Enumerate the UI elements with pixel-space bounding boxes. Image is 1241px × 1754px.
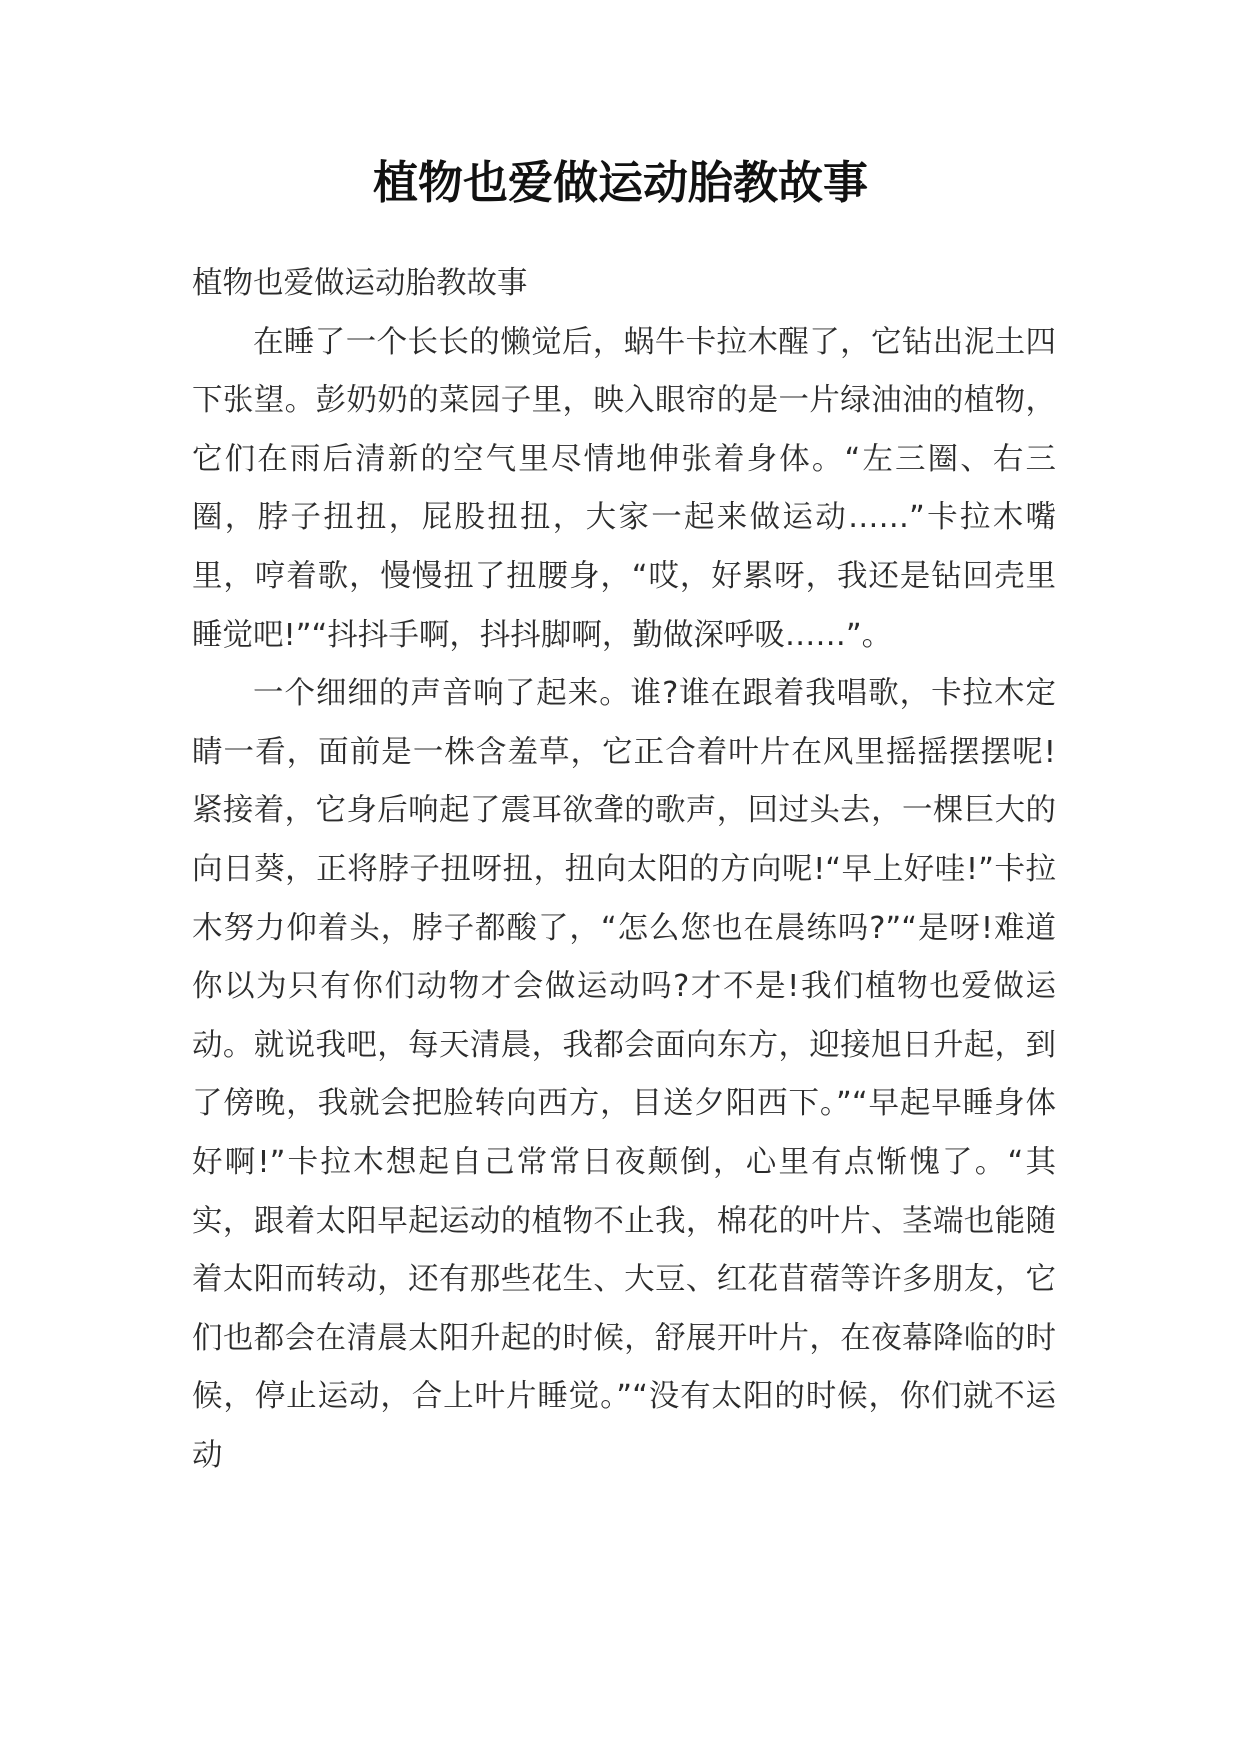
- document-title: 植物也爱做运动胎教故事: [372, 156, 868, 209]
- document-subtitle: 植物也爱做运动胎教故事: [192, 266, 528, 301]
- document-body: [192, 255, 1056, 1485]
- paragraph-1: 在睡了一个长长的懒觉后，蜗牛卡拉木醒了，它钻出泥土四下张望。彭奶奶的菜园子里，映入眼帘的是一片绿油油的植物，它们在雨后清新的空气里尽情地伸张着身体。“左三圈、右三圈，脖子扭扭，屁股扭扭，大家一起来做运动……”卡拉木嘴里，哼着歌，慢慢扭了扭腰身，“哎，好累呀，我还是钻回壳里睡觉吧!”“抖抖手啊，抖抖脚啊，勤做深呼吸……”。: [192, 324, 1056, 653]
- paragraph-2: 一个细细的声音响了起来。谁?谁在跟着我唱歌，卡拉木定睛一看，面前是一株含羞草，它正合着叶片在风里摇摇摆摆呢!紧接着，它身后响起了震耳欲聋的歌声，回过头去，一棵巨大的向日葵，正将脖子扭呀扭，扭向太阳的方向呢!“早上好哇!”卡拉木努力仰着头，脖子都酸了，“怎么您也在晨练吗?”“是呀!难道你以为只有你们动物才会做运动吗?才不是!我们植物也爱做运动。就说我吧，每天清晨，我都会面向东方，迎接旭日升起，到了傍晚，我就会把脸转向西方，目送夕阳西下。”“早起早睡身体好啊!”卡拉木想起自己常常日夜颠倒，心里有点惭愧了。“其实，跟着太阳早起运动的植物不止我，棉花的叶片、茎端也能随着太阳而转动，还有那些花生、大豆、红花苜蓿等许多朋友，它们也都会在清晨太阳升起的时候，舒展开叶片，在夜幕降临的时候，停止运动，合上叶片睡觉。”“没有太阳的时候，你们就不运动: [192, 676, 1056, 1473]
